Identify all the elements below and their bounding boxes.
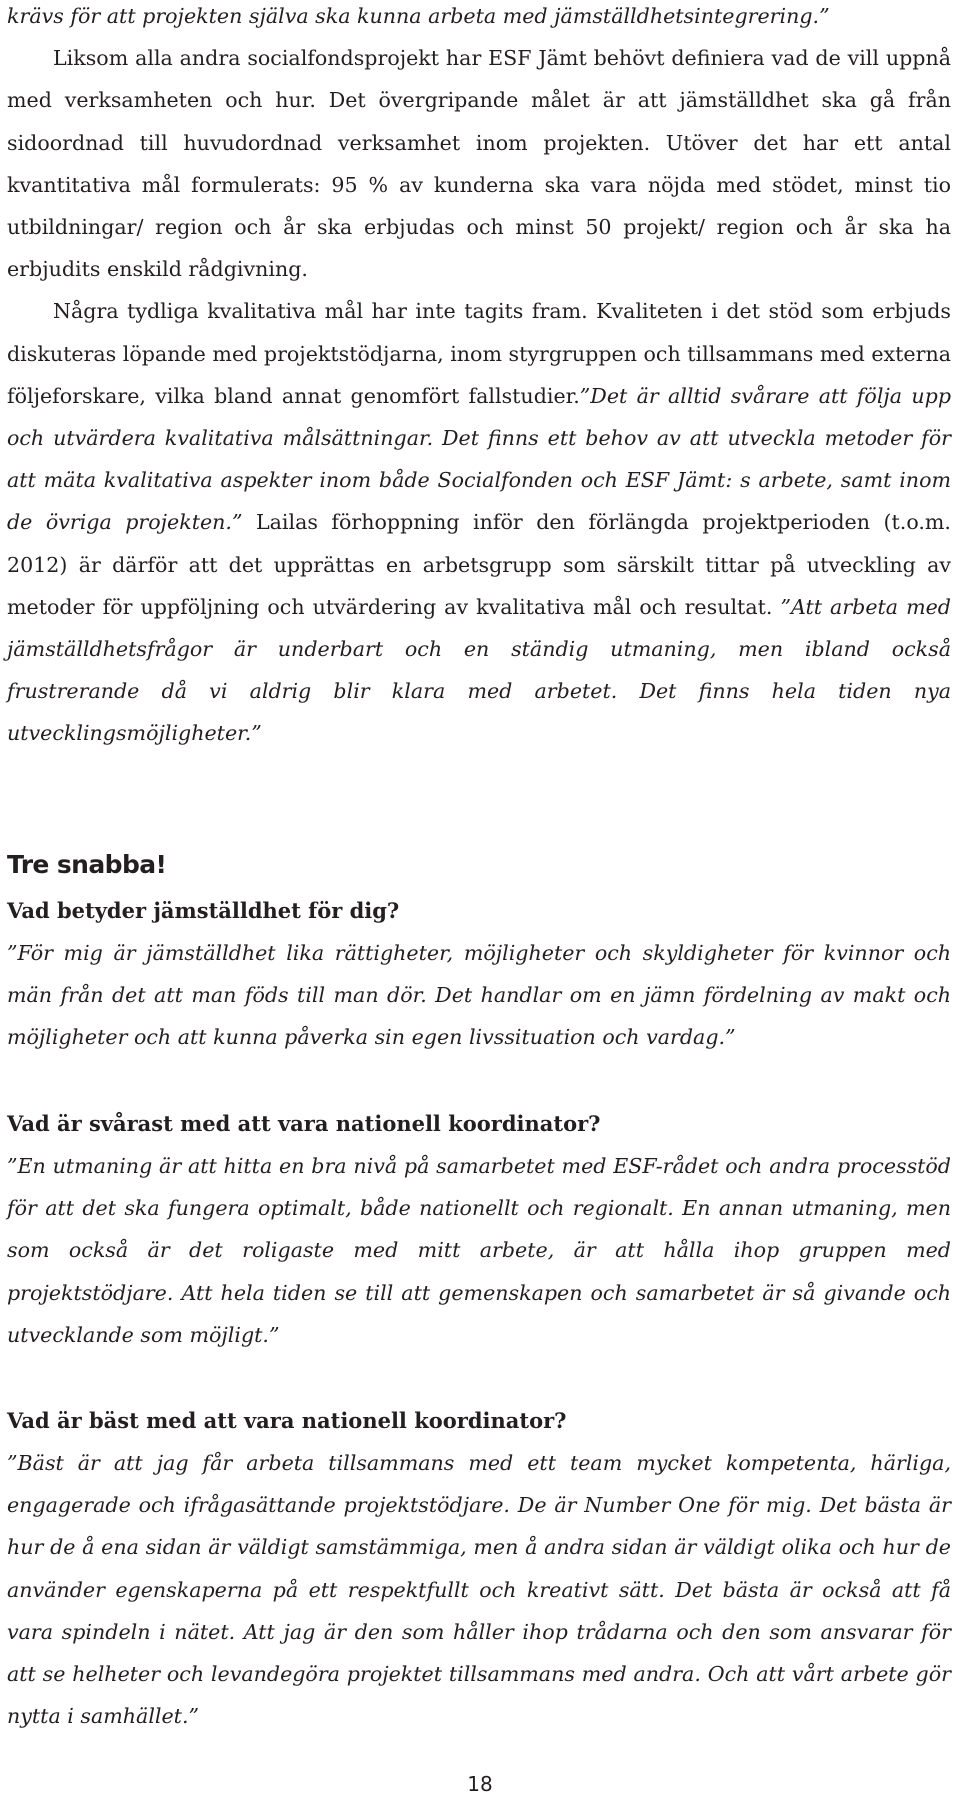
qa-block-2 bbox=[7, 1103, 951, 1356]
quote-continuation: krävs för att projekten själva ska kunna arbeta med jämställdhetsintegrering.” bbox=[7, 4, 830, 28]
paragraph-quality-text-2: Lailas förhoppning inför den förlängda projektperioden (t.o.m. 2012) är därför att det upprättas en arbetsgrupp som särskilt tittar på utveckling av metoder för uppföljning och utvärdering av kvalitativa mål och resultat. bbox=[7, 510, 951, 619]
answer-2: ”En utmaning är att hitta en bra nivå på samarbetet med ESF-rådet och andra processtöd för att det ska fungera optimalt, både nationellt och regionalt. En annan utmaning, men som också är det roligaste med mitt arbete, är att hålla ihop gruppen med projektstödjare. Att hela tiden se till att gemenskapen och samarbetet är så givande och utvecklande som möjligt.” bbox=[7, 1154, 951, 1347]
paragraph-goals: Liksom alla andra socialfondsprojekt har ESF Jämt behövt definiera vad de vill uppnå med verksamheten och hur. Det övergripande målet är att jämställdhet ska gå från sidoordnad till huvudordnad verksamhet inom projekten. Utöver det har ett antal kvantitativa mål formulerats: 95 % av kunderna ska vara nöjda med stödet, minst tio utbildningar/ region och år ska erbjudas och minst 50 projekt/ region och år ska ha erbjudits enskild rådgivning. bbox=[7, 46, 951, 282]
section-heading: Tre snabba! bbox=[7, 850, 167, 879]
answer-3: ”Bäst är att jag får arbeta tillsammans med ett team mycket kompetenta, härliga, engagerade och ifrågasättande projektstödjare. De är Number One för mig. Det bästa är hur de å ena sidan är väldigt samstämmiga, men å andra sidan är väldigt olika och hur de använder egenskaperna på ett respektfullt och kreativt sätt. Det bästa är också att få vara spindeln i nätet. Att jag är den som håller ihop trådarna och den som ansvarar för att se helheter och levandegöra projektet tillsammans med andra. Och att vårt arbete gör nytta i samhället.” bbox=[7, 1451, 951, 1729]
question-3: Vad är bäst med att vara nationell koordinator? bbox=[7, 1408, 567, 1433]
question-1: Vad betyder jämställdhet för dig? bbox=[7, 898, 400, 923]
paragraph-quality-quote-2: ”Att arbeta med jämställdhetsfrågor är underbart och en ständig utmaning, men ibland också frustrerande då vi aldrig blir klara med arbetet. Det finns hela tiden nya utvecklingsmöjligheter.” bbox=[7, 594, 951, 746]
paragraph-quality-quote: ”Det är alltid svårare att följa upp och utvärdera kvalitativa målsättningar. Det finns ett behov av att utveckla metoder för att mäta kvalitativa aspekter inom både Socialfonden och ESF Jämt: s arbete, samt inom de övriga projekten.” bbox=[7, 383, 951, 535]
paragraph-quality-text: Några tydliga kvalitativa mål har inte tagits fram. Kvaliteten i det stöd som erbjuds diskuteras löpande med projektstödjarna, inom styrgruppen och tillsammans med externa följeforskare, vilka bland annat genomfört fallstudier. bbox=[7, 299, 951, 408]
paragraph-quality bbox=[7, 290, 951, 754]
question-2: Vad är svårast med att vara nationell koordinator? bbox=[7, 1111, 601, 1136]
qa-block-3 bbox=[7, 1400, 951, 1737]
page-number: 18 bbox=[467, 1772, 493, 1796]
qa-block-1 bbox=[7, 890, 951, 1059]
answer-1: ”För mig är jämställdhet lika rättigheter, möjligheter och skyldigheter för kvinnor och män från det att man föds till man dör. Det handlar om en jämn fördelning av makt och möjligheter och att kunna påverka sin egen livssituation och vardag.” bbox=[7, 941, 951, 1050]
body-text-top bbox=[7, 0, 951, 755]
